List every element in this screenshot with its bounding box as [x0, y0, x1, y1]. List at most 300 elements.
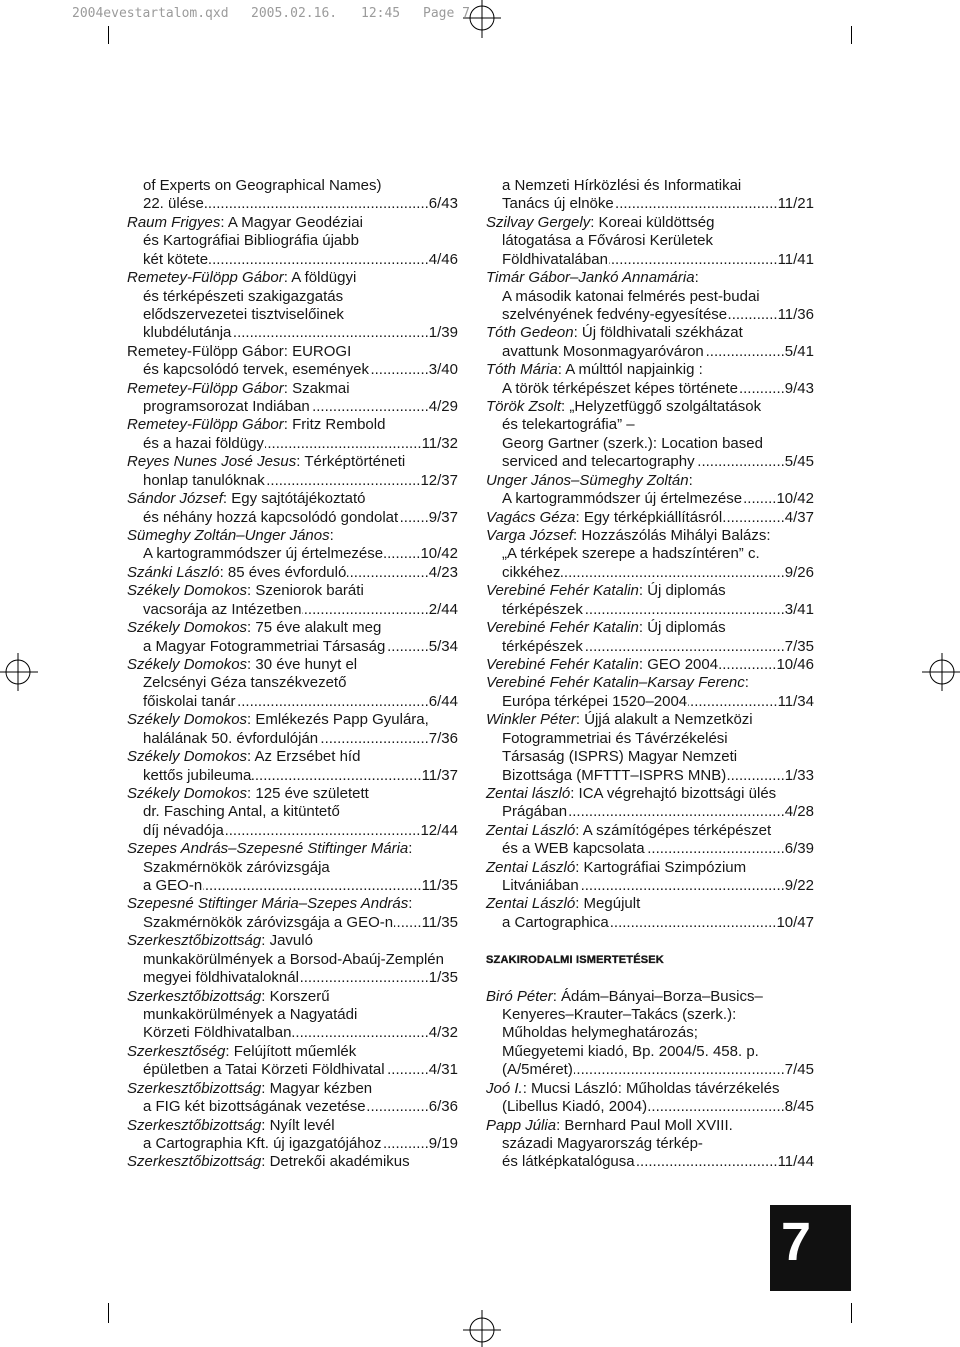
index-list-literature	[486, 988, 814, 1172]
entry-title: : Mucsi László: Műholdas távérzékelés	[522, 1079, 780, 1097]
toc-entry-line	[127, 288, 458, 306]
toc-entry-line	[486, 730, 814, 748]
entry-text	[143, 306, 344, 324]
entry-text	[127, 1043, 356, 1061]
entry-title: : Térképtörténeti	[296, 453, 406, 471]
toc-entry-line	[486, 269, 814, 287]
toc-entry-line	[486, 1098, 814, 1116]
entry-author: Remetey-Fülöpp Gábor	[127, 379, 284, 397]
entry-text	[486, 674, 749, 692]
page-number-box	[770, 1205, 851, 1291]
leader-dots	[739, 380, 785, 398]
entry-title: századi Magyarország térkép-	[502, 1134, 703, 1152]
toc-entry-line	[127, 1098, 458, 1116]
entry-title: a Cartographica	[502, 913, 609, 931]
leader-dots	[225, 822, 421, 840]
leader-dots	[205, 195, 429, 213]
entry-text	[502, 1043, 759, 1061]
crop-mark	[851, 1303, 852, 1323]
entry-title: : Új diplomás	[638, 619, 726, 637]
entry-title: :	[694, 269, 699, 287]
toc-entry-line	[486, 619, 814, 637]
entry-text	[127, 619, 381, 637]
page-reference: 9/43	[784, 379, 814, 397]
entry-title: klubdélutánja	[143, 324, 232, 342]
entry-author: Winkler Péter	[486, 711, 576, 729]
entry-title: látogatása a Fővárosi Kerületek	[502, 232, 713, 250]
entry-author: Zentai lászló	[486, 784, 571, 802]
leader-dots	[265, 435, 422, 453]
entry-title: : 75 éve alakult meg	[247, 619, 382, 637]
entry-title: Szakmérnökök záróvizsgája a GEO-n	[143, 913, 394, 931]
page-reference: 2/44	[428, 600, 458, 618]
entry-author: Zentai László	[486, 858, 576, 876]
entry-title: : Egy térképkiállításról	[575, 508, 723, 526]
toc-entry-line	[127, 1061, 458, 1079]
entry-text	[486, 1080, 779, 1098]
entry-author: Papp Júlia	[486, 1116, 557, 1134]
entry-text	[143, 472, 265, 490]
entry-title: A kartogrammódszer új értelmezése	[143, 545, 384, 563]
leader-dots	[727, 767, 785, 785]
slug-filename: 2004evestartalom.qxd	[72, 6, 229, 21]
entry-title: térképészek	[502, 637, 583, 655]
leader-dots	[615, 195, 778, 213]
entry-title: és néhány hozzá kapcsolódó gondolat	[143, 508, 399, 526]
toc-entry-line	[127, 859, 458, 877]
toc-entry-line	[486, 361, 814, 379]
toc-entry-line	[486, 785, 814, 803]
toc-entry-line	[127, 232, 458, 250]
entry-text	[127, 932, 313, 950]
entry-text	[486, 324, 743, 342]
page-reference: 4/28	[784, 803, 814, 821]
toc-entry-line	[127, 177, 458, 195]
entry-title: : 125 éve született	[247, 784, 369, 802]
entry-title: Georg Gartner (szerk.): Location based	[502, 434, 763, 452]
toc-entry-line	[486, 195, 814, 213]
page-reference: 4/46	[428, 250, 458, 268]
entry-text	[127, 527, 334, 545]
entry-text	[486, 472, 693, 490]
toc-entry-line	[127, 214, 458, 232]
toc-entry-line	[127, 711, 458, 729]
entry-title: a GEO-n	[143, 877, 203, 895]
entry-author: Verebiné Fehér Katalin	[486, 655, 639, 673]
entry-text	[143, 1024, 291, 1042]
entry-author: Sümeghy Zoltán–Unger János	[127, 527, 330, 545]
entry-text	[502, 490, 742, 508]
leader-dots	[743, 490, 776, 508]
entry-text	[127, 490, 365, 508]
entry-title: A kartogrammódszer új értelmezése	[502, 490, 743, 508]
toc-entry-line	[486, 527, 814, 545]
toc-entry-line	[127, 435, 458, 453]
leader-dots	[367, 1098, 429, 1116]
toc-entry-line	[127, 951, 458, 969]
index-column-right	[486, 177, 814, 1172]
entry-text	[127, 214, 363, 232]
entry-text	[143, 195, 204, 213]
entry-text	[502, 1153, 635, 1171]
entry-author: Reyes Nunes José Jesus	[127, 453, 297, 471]
toc-entry-line	[486, 306, 814, 324]
entry-text	[127, 656, 357, 674]
toc-entry-line	[486, 398, 814, 416]
entry-author: Székely Domokos	[127, 582, 248, 600]
leader-dots	[347, 564, 428, 582]
entry-text	[486, 509, 722, 527]
toc-entry-line	[127, 1006, 458, 1024]
entry-text	[502, 195, 614, 213]
entry-text	[486, 785, 776, 803]
crop-mark	[108, 1303, 109, 1323]
leader-dots	[386, 638, 428, 656]
toc-entry-line	[127, 767, 458, 785]
entry-author: Remetey-Fülöpp Gábor	[127, 269, 284, 287]
toc-entry-line	[127, 582, 458, 600]
entry-title: : Új földhivatali székházat	[573, 324, 743, 342]
toc-entry-line	[127, 564, 458, 582]
leader-dots	[636, 1153, 778, 1171]
page-reference: 12/37	[420, 471, 458, 489]
leader-dots	[584, 638, 785, 656]
entry-title: A második katonai felmérés pest-budai	[502, 287, 760, 305]
entry-text	[502, 288, 760, 306]
toc-entry-line	[486, 582, 814, 600]
entry-title: : A számítógépes térképészet	[575, 821, 772, 839]
entry-text	[143, 1098, 366, 1116]
toc-entry-line	[486, 840, 814, 858]
page-reference: 6/39	[784, 840, 814, 858]
entry-author: Szepesné Stiftinger Mária–Szepes András	[127, 895, 409, 913]
toc-entry-line	[127, 895, 458, 913]
page-reference: 4/37	[784, 508, 814, 526]
entry-text	[143, 822, 224, 840]
leader-dots	[648, 1098, 785, 1116]
toc-entry-line	[127, 730, 458, 748]
entry-text	[502, 416, 635, 434]
entry-title: : Fritz Rembold	[283, 416, 386, 434]
entry-text	[486, 656, 718, 674]
entry-title: : 85 éves évforduló	[219, 563, 347, 581]
leader-dots	[384, 545, 420, 563]
entry-title: megyei földhivataloknál	[143, 969, 299, 987]
toc-entry-line	[127, 656, 458, 674]
toc-entry-line	[486, 416, 814, 434]
entry-author: Szilvay Gergely	[486, 213, 591, 231]
entry-title: : Az Erzsébet híd	[247, 748, 361, 766]
entry-text	[127, 1153, 410, 1171]
entry-text	[127, 711, 429, 729]
toc-entry-line	[486, 877, 814, 895]
entry-text	[127, 380, 350, 398]
leader-dots	[252, 767, 421, 785]
page-reference: 11/37	[421, 766, 458, 784]
leader-dots	[399, 509, 429, 527]
toc-entry-line	[486, 472, 814, 490]
entry-title: Tanács új elnöke	[502, 195, 614, 213]
entry-text	[127, 988, 330, 1006]
entry-author: Székely Domokos	[127, 748, 248, 766]
entry-title: : Bernhard Paul Moll XVIII.	[556, 1116, 733, 1134]
leader-dots	[609, 251, 778, 269]
toc-entry-line	[127, 527, 458, 545]
page-reference: 11/41	[777, 250, 814, 268]
entry-text	[143, 877, 202, 895]
leader-dots	[319, 730, 429, 748]
entry-title: munkakörülmények a Nagyatádi	[143, 1005, 358, 1023]
entry-title: dr. Fasching Antal, a kitüntető	[143, 803, 340, 821]
entry-title: : A földügyi	[283, 269, 357, 287]
entry-author: Vagács Géza	[486, 508, 576, 526]
entry-title: : Egy sajtótájékoztató	[222, 490, 366, 508]
entry-title: vacsorája az Intézetben	[143, 600, 302, 618]
entry-title: a Magyar Fotogrammetriai Társaság	[143, 637, 386, 655]
entry-text	[502, 803, 567, 821]
entry-title: : Nyílt levél	[261, 1116, 335, 1134]
entry-text	[486, 619, 726, 637]
entry-title: : A Magyar Geodéziai	[220, 213, 363, 231]
leader-dots	[688, 693, 777, 711]
entry-text	[486, 822, 771, 840]
toc-entry-line	[127, 472, 458, 490]
toc-entry-line	[486, 1135, 814, 1153]
toc-entry-line	[127, 1024, 458, 1042]
page-reference: 9/19	[428, 1134, 458, 1152]
entry-title: : Kartográfiai Szimpózium	[575, 858, 747, 876]
entry-title: programsorozat Indiában	[143, 398, 310, 416]
entry-title: Műholdas helymeghatározás;	[502, 1024, 698, 1042]
leader-dots	[203, 877, 421, 895]
toc-entry-line	[127, 969, 458, 987]
registration-mark-left	[0, 650, 40, 694]
entry-author: Szánki László	[127, 563, 220, 581]
registration-mark-right	[920, 650, 960, 694]
leader-dots	[574, 1061, 785, 1079]
entry-author: Szerkesztőbizottság	[127, 932, 262, 950]
entry-title: A török térképészet képes története	[502, 379, 738, 397]
entry-text	[143, 288, 343, 306]
entry-text	[143, 232, 359, 250]
entry-author: Sándor József	[127, 490, 223, 508]
entry-author: Verebiné Fehér Katalin	[486, 582, 639, 600]
toc-entry-line	[486, 435, 814, 453]
entry-text	[127, 748, 360, 766]
entry-title: és térképészeti szakigazgatás	[143, 287, 344, 305]
toc-entry-line	[127, 269, 458, 287]
leader-dots	[561, 564, 784, 582]
entry-title: és a WEB kapcsolata	[502, 840, 645, 858]
entry-title: Földhivatalában	[502, 250, 608, 268]
toc-entry-line	[486, 545, 814, 563]
toc-entry-line	[486, 1024, 814, 1042]
entry-text	[143, 601, 301, 619]
entry-author: Tóth Mária	[486, 361, 558, 379]
entry-title: Műegyetemi kiadó, Bp. 2004/5. 458. p.	[502, 1042, 759, 1060]
toc-entry-line	[127, 490, 458, 508]
entry-text	[143, 914, 393, 932]
entry-title: a Cartographia Kft. új igazgatójához	[143, 1134, 382, 1152]
toc-entry-line	[127, 343, 458, 361]
entry-title: elődszervezetei tisztviselőinek	[143, 305, 344, 323]
entry-text	[127, 453, 405, 471]
page-reference: 6/36	[428, 1098, 458, 1116]
toc-entry-line	[486, 1080, 814, 1098]
entry-title: : „Helyzetfüggő szolgáltatások	[561, 398, 762, 416]
toc-entry-line	[127, 380, 458, 398]
page-reference: 11/44	[777, 1153, 814, 1171]
entry-title: két kötete	[143, 250, 209, 268]
toc-entry-line	[127, 674, 458, 692]
entry-text	[127, 1080, 372, 1098]
entry-text	[127, 1117, 335, 1135]
entry-text	[502, 232, 713, 250]
page-reference: 6/43	[428, 195, 458, 213]
entry-text	[143, 951, 444, 969]
entry-text	[127, 895, 412, 913]
toc-entry-line	[486, 509, 814, 527]
entry-author: Szerkesztőség	[127, 1042, 226, 1060]
leader-dots	[705, 343, 785, 361]
entry-title: (Libellus Kiadó, 2004)	[502, 1098, 648, 1116]
entry-text	[486, 1117, 733, 1135]
toc-entry-line	[127, 1117, 458, 1135]
page-reference: 11/35	[421, 877, 458, 895]
entry-author: Székely Domokos	[127, 711, 248, 729]
entry-text	[502, 343, 704, 361]
leader-dots	[209, 251, 429, 269]
crop-mark	[851, 26, 852, 44]
toc-entry-line	[486, 638, 814, 656]
entry-author: Timár Gábor–Jankó Annamária	[486, 269, 695, 287]
toc-entry-line	[486, 914, 814, 932]
entry-title: serviced and telecartography	[502, 453, 695, 471]
entry-title: :	[408, 840, 413, 858]
entry-title: és látképkatalógusa	[502, 1153, 635, 1171]
page-reference: 5/45	[784, 453, 814, 471]
entry-text	[502, 914, 609, 932]
entry-text	[486, 398, 761, 416]
toc-entry-line	[127, 748, 458, 766]
leader-dots	[696, 453, 785, 471]
leader-dots	[386, 1061, 429, 1079]
entry-title: munkakörülmények a Borsod-Abaúj-Zemplén	[143, 950, 444, 968]
toc-entry-line	[127, 1153, 458, 1171]
entry-title: : Megújult	[575, 895, 641, 913]
leader-dots	[580, 877, 785, 895]
toc-entry-line	[127, 324, 458, 342]
entry-title: : Emlékezés Papp Gyulára,	[247, 711, 429, 729]
page-reference: 7/45	[784, 1061, 814, 1079]
toc-entry-line	[127, 545, 458, 563]
entry-title: Társaság (ISPRS) Magyar Nemzeti	[502, 748, 738, 766]
page-reference: 3/40	[428, 361, 458, 379]
toc-entry-line	[486, 601, 814, 619]
entry-author: Török Zsolt	[486, 398, 562, 416]
entry-text	[502, 177, 741, 195]
entry-author: Verebiné Fehér Katalin	[486, 619, 639, 637]
toc-entry-line	[127, 1080, 458, 1098]
entry-text	[143, 435, 264, 453]
toc-entry-line	[486, 564, 814, 582]
entry-text	[502, 877, 579, 895]
page-reference: 3/41	[784, 600, 814, 618]
toc-entry-line	[486, 1006, 814, 1024]
toc-entry-line	[486, 767, 814, 785]
toc-entry-line	[486, 177, 814, 195]
entry-title: : Felújított műemlék	[225, 1042, 357, 1060]
entry-title: Prágában	[502, 803, 568, 821]
leader-dots	[584, 601, 785, 619]
index-list-main	[486, 177, 814, 932]
leader-dots	[728, 306, 777, 324]
entry-title: Remetey-Fülöpp Gábor: EUROGI	[127, 342, 352, 360]
toc-entry-line	[486, 324, 814, 342]
entry-title: : Detrekői akadémikus	[261, 1153, 410, 1171]
toc-entry-line	[127, 877, 458, 895]
toc-entry-line	[486, 1043, 814, 1061]
page-reference: 1/35	[428, 969, 458, 987]
page-reference: 10/47	[776, 913, 814, 931]
entry-author: Verebiné Fehér Katalin–Karsay Ferenc	[486, 674, 745, 692]
crop-mark	[108, 26, 109, 44]
entry-text	[486, 269, 699, 287]
toc-entry-line	[486, 232, 814, 250]
page-reference: 9/22	[784, 877, 814, 895]
leader-dots	[311, 398, 429, 416]
entry-author: Raum Frigyes	[127, 213, 221, 231]
leader-dots	[382, 1135, 428, 1153]
toc-entry-line	[127, 601, 458, 619]
entry-text	[502, 1006, 736, 1024]
entry-author: Zentai László	[486, 821, 576, 839]
entry-author: Joó I.	[486, 1079, 523, 1097]
entry-title: Kenyeres–Krauter–Takács (szerk.):	[502, 1005, 737, 1023]
entry-author: Szerkesztőbizottság	[127, 1079, 262, 1097]
toc-entry-line	[486, 803, 814, 821]
entry-title: : Ádám–Bányai–Borza–Busics–	[552, 987, 763, 1005]
toc-entry-line	[486, 251, 814, 269]
toc-entry-line	[127, 398, 458, 416]
entry-title: Zelcsényi Géza tanszékvezető	[143, 674, 347, 692]
page-reference: 11/32	[421, 434, 458, 452]
leader-dots	[610, 914, 777, 932]
page-reference: 4/31	[428, 1061, 458, 1079]
registration-mark-bottom	[460, 1308, 504, 1347]
toc-entry-line	[486, 453, 814, 471]
entry-title: a FIG két bizottságának vezetése	[143, 1098, 366, 1116]
entry-text	[127, 582, 364, 600]
entry-author: Szerkesztőbizottság	[127, 1153, 262, 1171]
entry-title: : Magyar kézben	[261, 1079, 373, 1097]
toc-entry-line	[127, 195, 458, 213]
toc-entry-line	[486, 693, 814, 711]
entry-text	[143, 638, 385, 656]
entry-author: Székely Domokos	[127, 655, 248, 673]
toc-entry-line	[486, 1061, 814, 1079]
leader-dots	[723, 509, 785, 527]
entry-title: Szakmérnökök záróvizsgája	[143, 858, 330, 876]
entry-title: : Szakmai	[283, 379, 350, 397]
entry-title: Körzeti Földhivatalban	[143, 1024, 292, 1042]
leader-dots	[646, 840, 785, 858]
entry-text	[502, 435, 763, 453]
page-reference: 6/44	[428, 692, 458, 710]
entry-author: Unger János–Sümeghy Zoltán	[486, 471, 689, 489]
entry-text	[127, 416, 385, 434]
entry-title: Litvániában	[502, 877, 579, 895]
